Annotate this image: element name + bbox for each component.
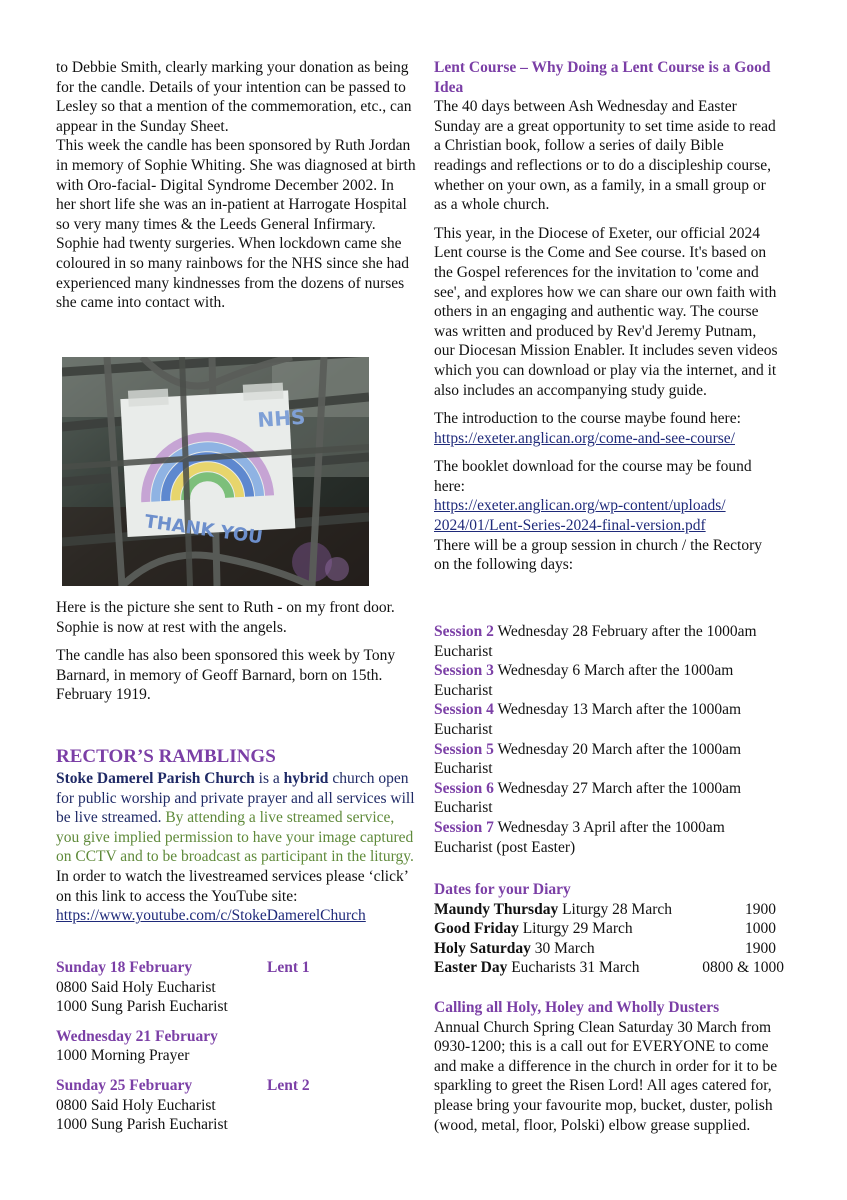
second-sponsor-paragraph: The candle has also been sponsored this week by Tony Barnard, in memory of Geoff Barnard, born on 15th. February 1919. xyxy=(56,647,396,704)
session-label: Session 3 xyxy=(434,662,494,680)
group-session-text: There will be a group session in church / the Rectory on the following days: xyxy=(434,536,762,574)
session-text: Wednesday 27 March after the 1000am Eucharist xyxy=(434,779,742,817)
sessions-list xyxy=(434,622,779,857)
hybrid-word: hybrid xyxy=(283,770,329,787)
session-text: Wednesday 28 February after the 1000am Eucharist xyxy=(434,623,757,660)
dusters-text: Annual Church Spring Clean Saturday 30 March from 0930-1200; this is a call out for EVERYONE to come and make a difference in the church in order for it to be sparkling to greet the Risen Lord! All ages catered for, please bring your favourite mop, bucket, duster, polish (wood, metal, floor, Polski) elbow grease supplied. xyxy=(434,1018,778,1134)
intro-link-text: The introduction to the course maybe found here: xyxy=(434,410,741,428)
service-line: 1000 Sung Parish Eucharist xyxy=(56,1116,228,1134)
picture-caption-paragraph: Here is the picture she sent to Ruth - on my front door. Sophie is now at rest with the angels. xyxy=(56,599,395,636)
session-item xyxy=(434,700,779,739)
dusters-heading: Calling all Holy, Holey and Wholly Dusters xyxy=(434,999,720,1016)
diary-row xyxy=(434,939,786,959)
session-text: Wednesday 13 March after the 1000am Eucharist xyxy=(434,701,742,738)
service-block xyxy=(56,1027,416,1066)
diary-time: 1000 xyxy=(745,920,776,938)
diary-detail: Eucharists 31 March xyxy=(507,959,640,977)
service-season: Lent 2 xyxy=(267,1076,310,1094)
session-item xyxy=(434,661,779,700)
booklet-link-line-1[interactable]: https://exeter.anglican.org/wp-content/uploads/ xyxy=(434,497,726,515)
session-label: Session 6 xyxy=(434,779,494,797)
service-line: 1000 Sung Parish Eucharist xyxy=(56,998,228,1016)
dusters-section xyxy=(434,998,786,1135)
diary-event: Holy Saturday xyxy=(434,939,531,957)
session-text: Wednesday 6 March after the 1000am Eucharist xyxy=(434,662,734,699)
diary-event: Good Friday xyxy=(434,920,519,938)
diary-time: 1900 xyxy=(745,939,776,957)
diary-heading: Dates for your Diary xyxy=(434,881,571,898)
church-name: Stoke Damerel Parish Church xyxy=(56,770,255,787)
diary-detail: Liturgy 29 March xyxy=(518,920,633,938)
diary-event: Maundy Thursday xyxy=(434,900,559,918)
service-day: Sunday 18 February xyxy=(56,959,193,976)
lent-course-intro: The 40 days between Ash Wednesday and Easter Sunday are a great opportunity to set time aside to read a Christian book, follow a series of daily Bible readings and reflections or to do a discipleship course, whether on your own, as a family, in a small group or as a whole church. xyxy=(434,98,776,214)
diary-time: 0800 & 1000 xyxy=(702,959,784,977)
sign-nhs-text: NHS xyxy=(256,404,307,432)
cctv-permission-text: By attending a live streamed service, you give implied permission to have your image captured on CCTV and to be broadcast as participant in the liturgy. xyxy=(56,809,414,866)
rector-ramblings-heading: RECTOR’S RAMBLINGS xyxy=(56,746,276,767)
service-line: 0800 Said Holy Eucharist xyxy=(56,978,216,996)
session-label: Session 2 xyxy=(434,623,494,640)
diary-event: Easter Day xyxy=(434,959,508,977)
session-item xyxy=(434,818,779,857)
service-block xyxy=(56,958,416,1017)
nhs-rainbow-photo xyxy=(62,357,369,586)
session-label: Session 7 xyxy=(434,818,494,836)
session-label: Session 4 xyxy=(434,701,494,719)
diary-section xyxy=(434,880,786,978)
rector-open-text: church open for public worship and private prayer and all services will be live streamed. xyxy=(56,770,415,827)
session-item xyxy=(434,740,779,779)
lent-course-heading: Lent Course – Why Doing a Lent Course is a Good Idea xyxy=(434,59,771,96)
booklet-link-line-2[interactable]: 2024/01/Lent-Series-2024-final-version.pdf xyxy=(434,517,706,535)
diary-detail: Liturgy 28 March xyxy=(558,900,672,918)
candle-donation-paragraph: to Debbie Smith, clearly marking your donation as being for the candle. Details of your intention can be passed to Lesley so that a mention of the commemoration, etc., can appear in the Sunday Sheet. xyxy=(56,59,412,135)
session-text: Wednesday 20 March after the 1000am Eucharist xyxy=(434,740,742,778)
rector-is-a: is a xyxy=(254,770,284,787)
diary-row xyxy=(434,900,786,920)
diary-row xyxy=(434,958,786,978)
diary-time: 1900 xyxy=(745,900,776,918)
candle-sponsor-paragraph: This week the candle has been sponsored by Ruth Jordan in memory of Sophie Whiting. She was diagnosed at birth with Oro-facial- Digital Syndrome December 2002. In her short life she was an in-patient at Harrogate Hospital so very many times & the Leeds General Infirmary. Sophie had twenty surgeries. When lockdown came she coloured in so many rainbows for the NHS since she had experienced many kindnesses from the dozens of nurses she came into contact with. xyxy=(56,137,416,312)
service-line: 0800 Said Holy Eucharist xyxy=(56,1096,216,1114)
service-season: Lent 1 xyxy=(267,959,310,976)
diary-detail: 30 March xyxy=(530,939,595,957)
session-item xyxy=(434,779,779,818)
service-line: 1000 Morning Prayer xyxy=(56,1047,190,1065)
booklet-text: The booklet download for the course may be found here: xyxy=(434,458,752,495)
service-day: Wednesday 21 February xyxy=(56,1027,218,1045)
service-day: Sunday 25 February xyxy=(56,1076,193,1094)
lent-course-details: This year, in the Diocese of Exeter, our official 2024 Lent course is the Come and See course. It's based on the Gospel references for the invitation to 'come and see', and explores how we can share our own faith with others in an engaging and authentic way. The course was written and produced by Rev'd Jeremy Putnam, our Diocesan Mission Enabler. It includes seven videos which you can download or play via the internet, and it also includes an accompanying study guide. xyxy=(434,224,778,399)
intro-link[interactable]: https://exeter.anglican.org/come-and-see-course/ xyxy=(434,429,735,447)
session-label: Session 5 xyxy=(434,740,494,758)
service-block xyxy=(56,1076,416,1135)
sign-thank-you-text: THANK YOU xyxy=(143,511,264,549)
diary-row xyxy=(434,919,786,939)
services-list xyxy=(56,958,416,1135)
session-item xyxy=(434,622,779,661)
youtube-link[interactable]: https://www.youtube.com/c/StokeDamerelChurch xyxy=(56,907,366,925)
session-text: Wednesday 3 April after the 1000am Eucharist (post Easter) xyxy=(434,818,725,856)
livestream-instructions: In order to watch the livestreamed services please ‘click’ on this link to access the YouTube site: xyxy=(56,867,408,905)
